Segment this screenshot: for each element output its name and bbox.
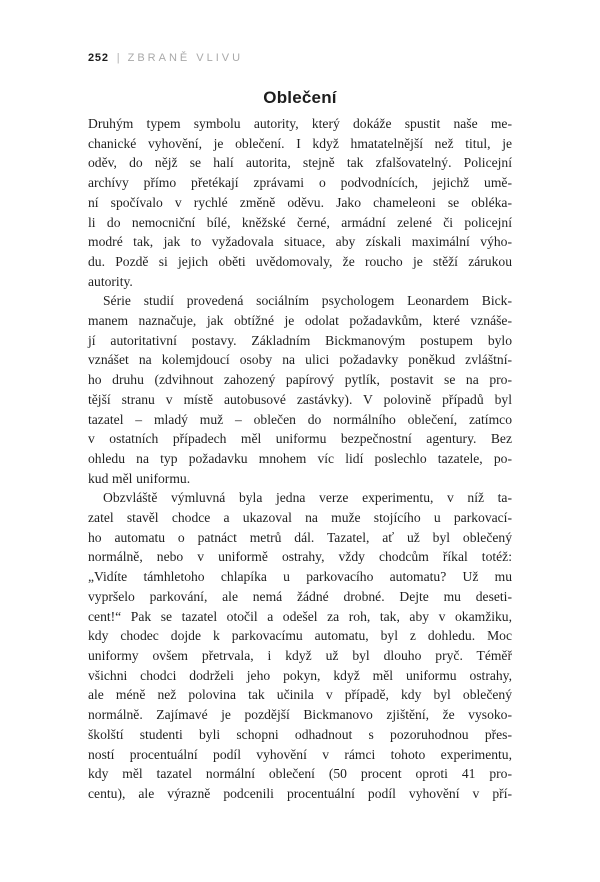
text-line: kdy chodec dojde k parkovacímu automatu, byl z dohledu. Moc xyxy=(88,628,512,644)
text-line: li do nemocniční bílé, kněžské černé, armádní zelené či policejní xyxy=(88,214,512,230)
text-line: v ostatních případech měl uniformu bezpečnostní agentury. Bez xyxy=(88,431,512,447)
text-line: chanické vyhovění, je oblečení. I když hmatatelnější než titul, je xyxy=(88,135,512,151)
text-line: všichni chodci dodrželi jeho pokyn, když měl uniformu ostrahy, xyxy=(88,667,512,683)
running-title: ZBRANĚ VLIVU xyxy=(127,52,244,64)
text-line: archívy přímo přetékají zprávami o podvodnících, jejichž umě- xyxy=(88,175,512,191)
text-line: ho automatu o patnáct metrů dál. Tazatel, ať už byl oblečený xyxy=(88,529,512,545)
text-line: centu), ale výrazně podcenili procentuální podíl vyhovění v pří- xyxy=(88,785,512,801)
text-line: ní spočívalo v rychlé změně oděvu. Jako chameleoni se obléka- xyxy=(88,194,512,210)
text-line: ho druhu (zdvihnout zahozený papírový pytlík, postavit se na pro- xyxy=(88,372,512,388)
text-line: vypršelo parkování, ale nemá žádné drobné. Dejte mu deseti- xyxy=(88,588,512,604)
text-line: zatel stavěl chodce a ukazoval na muže stojícího u parkovací- xyxy=(88,510,512,526)
body-text xyxy=(88,114,512,804)
text-line: du. Pozdě si jejich oběti uvědomovaly, že roucho je stěží zárukou xyxy=(88,253,512,269)
section-title: Oblečení xyxy=(263,88,337,107)
text-line: ností procentuální podíl vyhovění v rámci tohoto experimentu, xyxy=(88,746,512,762)
text-line: autority. xyxy=(88,273,133,289)
text-line: školští studenti byli schopni odhadnout s pozoruhodnou přes- xyxy=(88,726,512,742)
text-line: normálně. Zajímavé je pozdější Bickmanovo zjištění, že vysoko- xyxy=(88,707,512,723)
text-line: tější stranu v místě autobusové zastávky). V polovině případů byl xyxy=(88,391,512,407)
text-line: Druhým typem symbolu autority, který dokáže spustit naše me- xyxy=(88,116,512,131)
text-line: uniformy ovšem přetrvala, i když už byl dlouho pryč. Téměř xyxy=(88,647,512,663)
page-number: 252 xyxy=(88,52,109,64)
header-separator: | xyxy=(116,52,120,64)
text-line: tazatel – mladý muž – oblečen do normálního oblečení, zatímco xyxy=(88,411,512,427)
text-line: normálně, nebo v uniformě ostrahy, vždy chodcům říkal totéž: xyxy=(88,549,512,565)
text-line: cent!“ Pak se tazatel otočil a odešel za roh, tak, aby v okamžiku, xyxy=(88,608,512,624)
text-line: manem naznačuje, jak obtížné je odolat požadavkům, které vznáše- xyxy=(88,313,512,329)
paragraph xyxy=(88,291,512,488)
paragraph xyxy=(88,488,512,803)
text-line: vznášet na kolemjdoucí osoby na ulici požadavky poněkud zvláštní- xyxy=(88,352,512,368)
text-line: kud měl uniformu. xyxy=(88,470,191,486)
text-line: kdy měl tazatel normální oblečení (50 procent oproti 41 pro- xyxy=(88,766,512,782)
page-header xyxy=(88,52,512,66)
text-line: ale méně než polovina tak učinila v případě, kdy byl oblečený xyxy=(88,687,512,703)
text-line: jí autoritativní postavy. Základním Bickmanovým postupem bylo xyxy=(88,332,512,348)
paragraph xyxy=(88,114,512,291)
text-line: modré tak, jak to vyžadovala situace, aby získali maximální výho- xyxy=(88,234,512,250)
text-line: oděv, do nějž se halí autorita, stejně tak zfalšovatelný. Policejní xyxy=(88,155,512,171)
text-line: ohledu na typ požadavku mnohem víc lidí poslechlo tazatele, po- xyxy=(88,450,512,466)
text-line: Série studií provedená sociálním psychologem Leonardem Bick- xyxy=(103,293,512,309)
text-line: Obzvláště výmluvná byla jedna verze experimentu, v níž ta- xyxy=(103,490,512,506)
text-line: „Vidíte támhletoho chlapíka u parkovacího automatu? Už mu xyxy=(88,569,512,585)
